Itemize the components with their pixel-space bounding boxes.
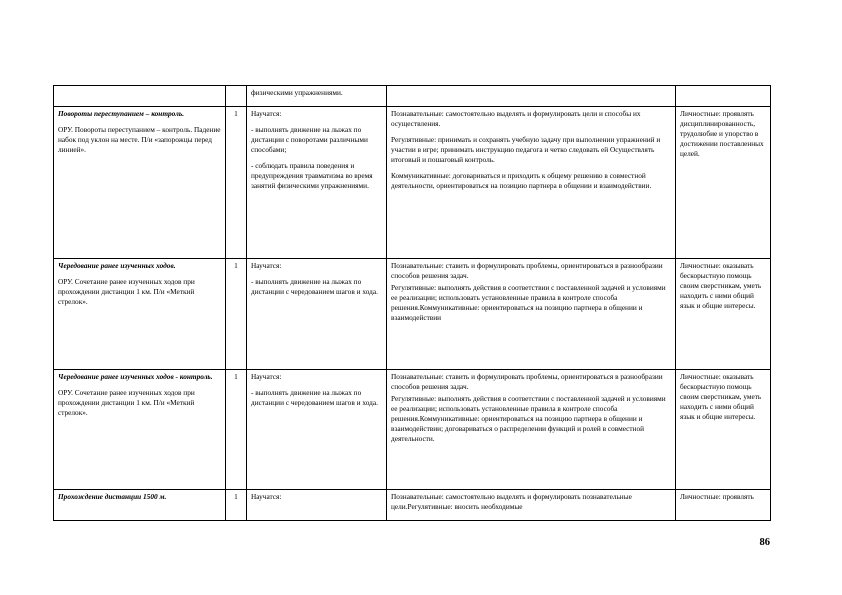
page-number: 86 <box>759 537 770 548</box>
topic-cell <box>54 86 226 107</box>
personal-text: Личностные: проявлять <box>680 492 754 502</box>
metasubject-text: Коммуникативные: договариваться и приходить к общему решению в совместной деятельности, ориентироваться на позицию партнера в общении и взаимодействии. <box>391 171 652 191</box>
hours-cell: 1 <box>226 370 247 490</box>
topic-title: Повороты переступанием – контроль. <box>58 109 185 119</box>
learning-outcomes-cell <box>247 86 387 107</box>
learning-text: - выполнять движение на лыжах по дистанции с чередованием шагов и хода. <box>251 388 378 408</box>
personal-cell <box>676 259 771 370</box>
learning-text: Научатся: <box>251 261 282 271</box>
personal-text: Личностные: оказывать бескорыстную помощь своим сверстникам, уметь находить с ними общий язык и общие интересы. <box>680 372 762 422</box>
learning-text: - соблюдать правила поведения и предупреждения травматизма во время занятий физическими упражнениями. <box>251 161 373 191</box>
learning-outcomes-cell <box>247 259 387 370</box>
learning-outcomes-cell <box>247 107 387 259</box>
metasubject-cell <box>387 259 676 370</box>
table-row <box>54 107 771 259</box>
metasubject-cell <box>387 490 676 521</box>
learning-outcomes-cell <box>247 490 387 521</box>
table-row <box>54 370 771 490</box>
metasubject-cell <box>387 86 676 107</box>
topic-title: Чередование ранее изученных ходов. <box>58 261 176 271</box>
topic-title: Чередование ранее изученных ходов - контроль. <box>58 372 213 382</box>
hours-cell: 1 <box>226 490 247 521</box>
table-row <box>54 86 771 107</box>
topic-text: ОРУ. Сочетание ранее изученных ходов при прохождении дистанции 1 км. П/и «Меткий стрелок». <box>58 388 195 418</box>
personal-text: Личностные: проявлять дисциплинированность, трудолюбие и упорство в достижении поставленных целей. <box>680 109 764 159</box>
personal-cell <box>676 107 771 259</box>
metasubject-cell <box>387 107 676 259</box>
topic-title: Прохождение дистанции 1500 м. <box>58 492 167 502</box>
metasubject-text: Регулятивные: выполнять действия в соответствии с поставленной задачей и условиями ее реализации; использовать установленные правила в контроле способа решения.Коммуникативные: ориентироваться на позицию партнера в общении и взаимодействии; договариваться о распределении функций и ролей в совместной деятельности. <box>391 394 666 444</box>
table-row <box>54 490 771 521</box>
topic-cell <box>54 490 226 521</box>
table-row <box>54 259 771 370</box>
metasubject-text: Регулятивные: принимать и сохранять учебную задачу при выполнении упражнений и участии в игре; принимать инструкцию педагога и четко следовать ей Осуществлять итоговый и пошаговый контроль. <box>391 135 661 165</box>
learning-text: Научатся: <box>251 109 282 119</box>
lesson-plan-table <box>53 85 771 521</box>
topic-cell <box>54 107 226 259</box>
learning-outcomes-cell <box>247 370 387 490</box>
metasubject-text: Познавательные: ставить и формулировать проблемы, ориентироваться в разнообразии способов решения задач. <box>391 261 663 281</box>
metasubject-cell <box>387 370 676 490</box>
hours-cell: 1 <box>226 107 247 259</box>
metasubject-text: Познавательные: самостоятельно выделять и формулировать познавательные цели.Регулятивные: вносить необходимые <box>391 492 632 512</box>
learning-text: Научатся: <box>251 372 282 382</box>
learning-text: Научатся: <box>251 492 282 502</box>
hours-cell <box>226 86 247 107</box>
learning-text: - выполнять движение на лыжах по дистанции с поворотами различными способами; <box>251 125 368 155</box>
hours-cell: 1 <box>226 259 247 370</box>
metasubject-text: Познавательные: самостоятельно выделять и формулировать цели и способы их осуществления. <box>391 109 641 129</box>
topic-text: ОРУ. Сочетание ранее изученных ходов при прохождении дистанции 1 км. П/и «Меткий стрелок». <box>58 277 195 307</box>
metasubject-text: Регулятивные: выполнять действия в соответствии с поставленной задачей и условиями ее реализации; использовать установленные правила в контроле способа решения.Коммуникативные: ориентироваться на позицию партнера в общении и взаимодействии <box>391 283 666 323</box>
topic-cell <box>54 370 226 490</box>
topic-cell <box>54 259 226 370</box>
learning-text: - выполнять движение на лыжах по дистанции с чередованием шагов и хода. <box>251 277 378 297</box>
learning-text: физическими упражнениями. <box>251 88 343 97</box>
personal-text: Личностные: оказывать бескорыстную помощь своим сверстникам, уметь находить с ними общий язык и общие интересы. <box>680 261 762 311</box>
personal-cell <box>676 86 771 107</box>
personal-cell <box>676 490 771 521</box>
personal-cell <box>676 370 771 490</box>
metasubject-text: Познавательные: ставить и формулировать проблемы, ориентироваться в разнообразии способов решения задач. <box>391 372 663 392</box>
topic-text: ОРУ. Повороты переступанием – контроль. Падение набок под уклон на месте. П/и «запорожцы перед линией». <box>58 125 221 155</box>
